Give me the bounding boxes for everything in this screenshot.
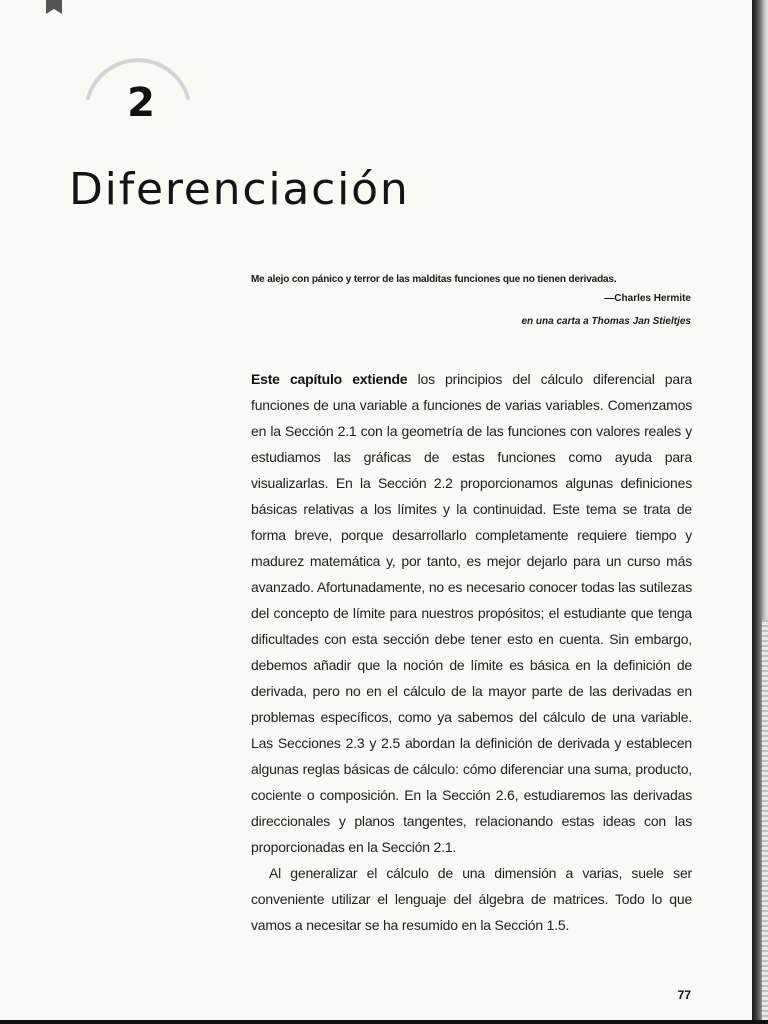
paragraph-1-text: los principios del cálculo diferencial para funciones de una variable a funciones de varias variables. Comenzamos en la Sección 2.1 con la geometría de las funciones con valores reales y estudiamos las gráficas de estas funciones como ayuda para visualizarlas. En la Sección 2.2 proporcionamos algunas definiciones básicas relativas a los límites y la continuidad. Este tema se trata de forma breve, porque desarrollarlo completamente requiere tiempo y madurez matemática y, por tanto, es mejor dejarlo para un curso más avanzado. Afortunadamente, no es necesario conocer todas las sutilezas del concepto de límite para nuestros propósitos; el estudiante que tenga dificultades con esta sección debe tener esto en cuenta. Sin embargo, debemos añadir que la noción de límite es básica en la definición de derivada, pero no en el cálculo de la mayor parte de las derivadas en problemas específicos, como ya sabemos del cálculo de una variable. Las Secciones 2.3 y 2.5 abordan la definición de derivada y establecen algunas reglas básicas de cálculo: cómo diferenciar una suma, producto, cociente o composición. En la Sección 2.6, estudiaremos las derivadas direccionales y planos tangentes, relacionando estas ideas con las proporcionadas en la Sección 2.1. [251, 371, 693, 855]
epigraph-author: —Charles Hermite [604, 293, 691, 304]
paragraph-2: Al generalizar el cálculo de una dimensión a varias, suele ser conveniente utilizar el lenguaje del álgebra de matrices. Todo lo que vamos a necesitar se ha resumido en la Sección 1.5. [251, 865, 692, 933]
bookmark-icon[interactable] [44, 0, 64, 14]
page-stack-stripes [762, 620, 768, 1020]
chapter-number: 2 [127, 80, 155, 126]
paragraph-lead: Este capítulo extiende [251, 371, 408, 387]
page-bottom-edge [0, 1020, 768, 1024]
page-stack-edge [752, 0, 768, 1024]
epigraph-quote: Me alejo con pánico y terror de las malditas funciones que no tienen derivadas. [251, 274, 617, 285]
paragraph-1 [251, 366, 692, 860]
epigraph-source: en una carta a Thomas Jan Stieltjes [521, 316, 691, 327]
page-number: 77 [677, 988, 691, 1002]
chapter-title: Diferenciación [69, 164, 410, 215]
epigraph [251, 274, 691, 327]
chapter-introduction [251, 366, 692, 938]
